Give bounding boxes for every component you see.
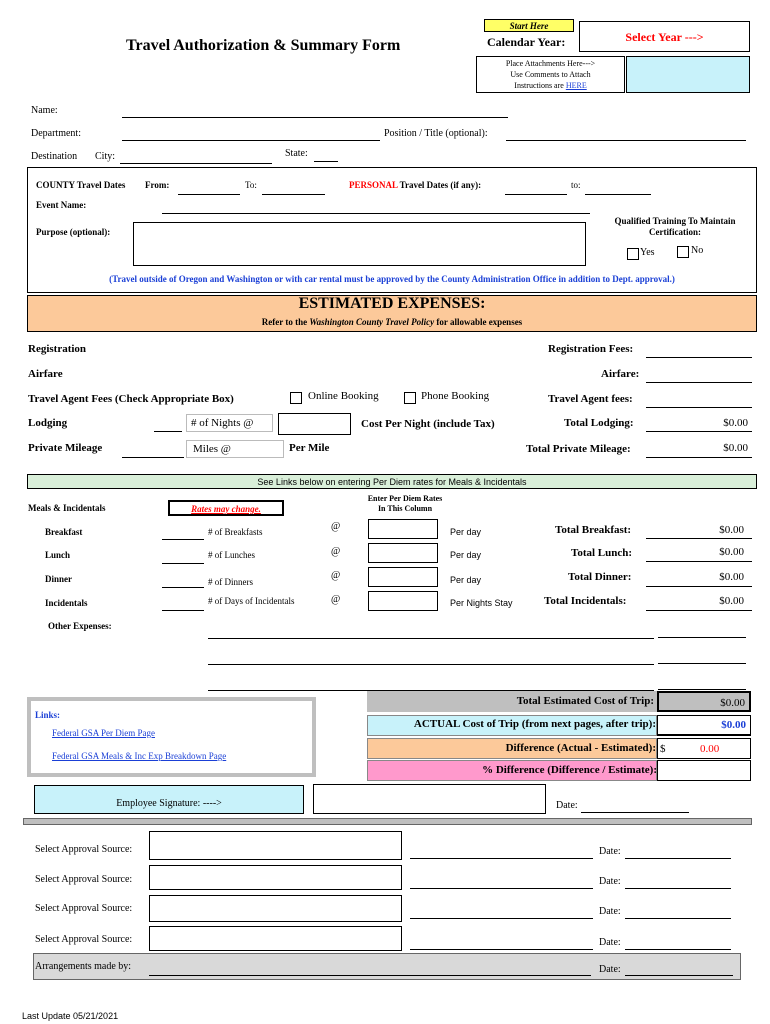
approval-source-label-2: Select Approval Source: — [35, 874, 133, 885]
approval-date-field-2[interactable] — [625, 888, 731, 889]
to2-label: to: — [571, 180, 581, 190]
qualified-line-2: Certification: — [649, 227, 701, 237]
purpose-textarea[interactable] — [133, 222, 586, 266]
row-total-line — [646, 586, 752, 587]
qualified-no-checkbox[interactable] — [677, 246, 689, 258]
row-count-label: # of Dinners — [208, 577, 253, 587]
at-symbol: @ — [331, 570, 341, 581]
miles-count-field[interactable] — [122, 457, 184, 458]
signature-date-label: Date: — [556, 800, 578, 811]
county-from-field[interactable] — [178, 194, 240, 195]
approval-source-select-1[interactable] — [149, 831, 402, 860]
airfare-field[interactable] — [646, 382, 752, 383]
private-mileage-label: Private Mileage — [28, 442, 103, 454]
last-update: Last Update 05/21/2021 — [22, 1011, 119, 1021]
row-label: Incidentals — [45, 598, 88, 608]
travel-agent-fees-field[interactable] — [646, 407, 752, 408]
cost-per-night-label: Cost Per Night (include Tax) — [361, 418, 495, 430]
approval-source-select-4[interactable] — [149, 926, 402, 951]
enter-per-diem-header — [355, 494, 455, 514]
approval-signature-line-4[interactable] — [410, 949, 593, 950]
row-total-line — [646, 610, 752, 611]
per-mile-label: Per Mile — [289, 442, 330, 454]
event-name-label: Event Name: — [36, 200, 87, 210]
calendar-year-label: Calendar Year: — [487, 35, 566, 49]
miles-text: Miles @ — [193, 443, 231, 455]
pct-difference-value — [657, 760, 751, 781]
difference-value-cell — [657, 738, 751, 759]
form-title: Travel Authorization & Summary Form — [126, 37, 401, 54]
qualified-training-label — [600, 216, 750, 238]
name-field[interactable] — [122, 117, 508, 118]
approval-date-label-3: Date: — [599, 906, 621, 917]
meals-incidentals-label: Meals & Incidentals — [28, 503, 106, 513]
approval-date-label-4: Date: — [599, 937, 621, 948]
travel-agent-fees-label: Travel Agent Fees (Check Appropriate Box) — [28, 393, 234, 405]
approval-source-label-1: Select Approval Source: — [35, 844, 133, 855]
online-booking-label: Online Booking — [308, 390, 379, 402]
row-total-value: $0.00 — [719, 524, 744, 536]
position-label: Position / Title (optional): — [384, 128, 488, 139]
row-unit-label: Per day — [450, 550, 482, 560]
total-lodging-label: Total Lodging: — [564, 417, 634, 429]
city-label: City: — [95, 151, 116, 162]
registration-label: Registration — [28, 343, 87, 355]
personal-to-field[interactable] — [585, 194, 651, 195]
arrangements-field[interactable] — [149, 975, 591, 976]
actual-cost-label: ACTUAL Cost of Trip (from next pages, after trip): — [413, 718, 656, 730]
incidentals-rate-field[interactable] — [368, 591, 438, 611]
total-estimated-value: $0.00 — [657, 691, 751, 712]
purpose-label: Purpose (optional): — [36, 227, 111, 237]
no-label: No — [691, 245, 704, 256]
row-total-value: $0.00 — [719, 571, 744, 583]
row-total-line — [646, 538, 752, 539]
refer-pre: Refer to the — [261, 317, 308, 327]
row-unit-label: Per Nights Stay — [450, 598, 513, 608]
department-field[interactable] — [122, 140, 380, 141]
city-field[interactable] — [120, 163, 272, 164]
total-mileage-line — [646, 457, 752, 458]
row-total-value: $0.00 — [719, 546, 744, 558]
attach-line-1: Place Attachments Here---> — [505, 59, 596, 68]
nights-count-field[interactable] — [154, 431, 182, 432]
personal-travel-dates-label — [349, 180, 481, 190]
row-unit-label: Per day — [450, 527, 482, 537]
airfare-label: Airfare — [28, 368, 63, 380]
cost-per-night-field[interactable] — [278, 413, 351, 435]
total-mileage-label: Total Private Mileage: — [526, 443, 631, 455]
approval-source-label-3: Select Approval Source: — [35, 903, 133, 914]
approval-date-field-4[interactable] — [625, 949, 731, 950]
other-expense-line-2[interactable] — [208, 664, 654, 665]
to-label: To: — [245, 180, 257, 190]
section-divider — [23, 818, 752, 825]
yes-label: Yes — [640, 247, 655, 258]
approval-signature-line-1[interactable] — [410, 858, 593, 859]
event-name-field[interactable] — [162, 213, 590, 214]
registration-fees-label: Registration Fees: — [548, 343, 634, 355]
attach-line-3: Instructions are — [514, 81, 564, 90]
row-total-label: Total Lunch: — [571, 547, 633, 559]
employee-signature-label: Employee Signature: ----> — [34, 785, 304, 814]
lodging-label: Lodging — [28, 417, 68, 429]
state-label: State: — [285, 148, 308, 159]
at-symbol: @ — [331, 594, 341, 605]
total-lodging-line — [646, 431, 752, 432]
row-label: Lunch — [45, 550, 71, 560]
total-lodging-value: $0.00 — [723, 417, 748, 429]
travel-policy-reference — [27, 317, 757, 327]
at-symbol: @ — [331, 521, 341, 532]
row-label: Dinner — [45, 574, 72, 584]
enter-line-1: Enter Per Diem Rates — [367, 494, 443, 503]
online-booking-checkbox[interactable] — [290, 392, 302, 404]
travel-agent-total-label: Travel Agent fees: — [548, 393, 633, 405]
personal-from-field[interactable] — [505, 194, 567, 195]
nights-label — [186, 414, 273, 432]
estimated-expenses-heading: ESTIMATED EXPENSES: — [298, 295, 486, 312]
row-unit-label: Per day — [450, 575, 482, 585]
arrangements-label: Arrangements made by: — [35, 961, 132, 972]
approval-signature-line-2[interactable] — [410, 888, 593, 889]
other-expense-amount-3[interactable] — [658, 689, 746, 690]
dinner-count-field[interactable] — [162, 587, 204, 588]
row-total-label: Total Breakfast: — [555, 524, 632, 536]
other-expense-amount-1[interactable] — [658, 637, 746, 638]
county-travel-dates-label: COUNTY Travel Dates — [36, 180, 126, 190]
total-estimated-label: Total Estimated Cost of Trip: — [516, 695, 654, 707]
qualified-yes-checkbox[interactable] — [627, 248, 639, 260]
row-total-label: Total Incidentals: — [544, 595, 627, 607]
row-count-label: # of Breakfasts — [208, 527, 263, 537]
phone-booking-label: Phone Booking — [421, 390, 490, 402]
difference-currency: $ — [660, 743, 666, 755]
miles-label — [186, 440, 284, 458]
breakfast-rate-field[interactable] — [368, 519, 438, 539]
enter-line-2: In This Column — [377, 504, 433, 513]
arrangements-date-label: Date: — [599, 964, 621, 975]
instructions-link[interactable]: HERE — [565, 81, 587, 90]
pct-difference-label: % Difference (Difference / Estimate): — [482, 764, 657, 776]
department-label: Department: — [31, 128, 81, 139]
approval-source-select-3[interactable] — [149, 895, 402, 922]
total-mileage-value: $0.00 — [723, 442, 748, 454]
county-to-field[interactable] — [262, 194, 325, 195]
approval-signature-line-3[interactable] — [410, 918, 593, 919]
select-year-dropdown[interactable]: Select Year ---> — [579, 21, 750, 52]
per-diem-banner: See Links below on entering Per Diem rates for Meals & Incidentals — [27, 474, 757, 489]
incidentals-count-field[interactable] — [162, 610, 204, 611]
employee-signature-field[interactable] — [313, 784, 546, 814]
breakfast-count-field[interactable] — [162, 539, 204, 540]
destination-label: Destination — [31, 151, 78, 162]
row-total-line — [646, 561, 752, 562]
lunch-count-field[interactable] — [162, 563, 204, 564]
attach-line-2: Use Comments to Attach — [510, 70, 591, 79]
difference-value: 0.00 — [700, 743, 720, 755]
row-total-label: Total Dinner: — [568, 571, 632, 583]
gsa-meals-link[interactable]: Federal GSA Meals & Inc Exp Breakdown Page — [52, 751, 227, 761]
attachment-instructions-box — [476, 56, 625, 93]
actual-cost-value: $0.00 — [657, 715, 751, 736]
approval-notice: (Travel outside of Oregon and Washington or with car rental must be approved by the County Administration Office in addition to Dept. approval.) — [109, 274, 675, 284]
row-count-label: # of Lunches — [208, 550, 255, 560]
registration-fees-field[interactable] — [646, 357, 752, 358]
gsa-per-diem-link[interactable]: Federal GSA Per Diem Page — [52, 728, 155, 738]
approval-source-label-4: Select Approval Source: — [35, 934, 133, 945]
arrangements-date-field[interactable] — [625, 975, 733, 976]
state-field[interactable] — [314, 161, 338, 162]
refer-post: for allowable expenses — [436, 317, 523, 327]
approval-date-label-2: Date: — [599, 876, 621, 887]
name-label: Name: — [31, 105, 58, 116]
approval-date-label-1: Date: — [599, 846, 621, 857]
personal-keyword: PERSONAL — [349, 180, 398, 190]
qualified-line-1: Qualified Training To Maintain — [614, 216, 736, 226]
start-here-badge: Start Here — [484, 19, 574, 32]
row-count-label: # of Days of Incidentals — [208, 596, 295, 606]
approval-date-field-3[interactable] — [625, 918, 731, 919]
lunch-rate-field[interactable] — [368, 543, 438, 563]
at-symbol: @ — [331, 546, 341, 557]
position-field[interactable] — [506, 140, 746, 141]
travel-policy-name: Washington County Travel Policy — [309, 317, 435, 327]
dinner-rate-field[interactable] — [368, 567, 438, 587]
other-expense-amount-2[interactable] — [658, 663, 746, 664]
row-label: Breakfast — [45, 527, 83, 537]
phone-booking-checkbox[interactable] — [404, 392, 416, 404]
approval-date-field-1[interactable] — [625, 858, 731, 859]
row-total-value: $0.00 — [719, 595, 744, 607]
signature-date-field[interactable] — [581, 812, 689, 813]
nights-text: # of Nights @ — [191, 417, 254, 429]
links-title: Links: — [35, 710, 61, 720]
rates-may-change: Rates may change. — [168, 500, 284, 516]
airfare-total-label: Airfare: — [601, 368, 640, 380]
approval-source-select-2[interactable] — [149, 865, 402, 890]
from-label: From: — [145, 180, 170, 190]
personal-travel-dates-text: Travel Dates (if any): — [399, 180, 482, 190]
other-expense-line-1[interactable] — [208, 638, 654, 639]
difference-label: Difference (Actual - Estimated): — [505, 742, 656, 754]
other-expenses-label: Other Expenses: — [48, 621, 112, 631]
attachments-drop-area[interactable] — [626, 56, 750, 93]
